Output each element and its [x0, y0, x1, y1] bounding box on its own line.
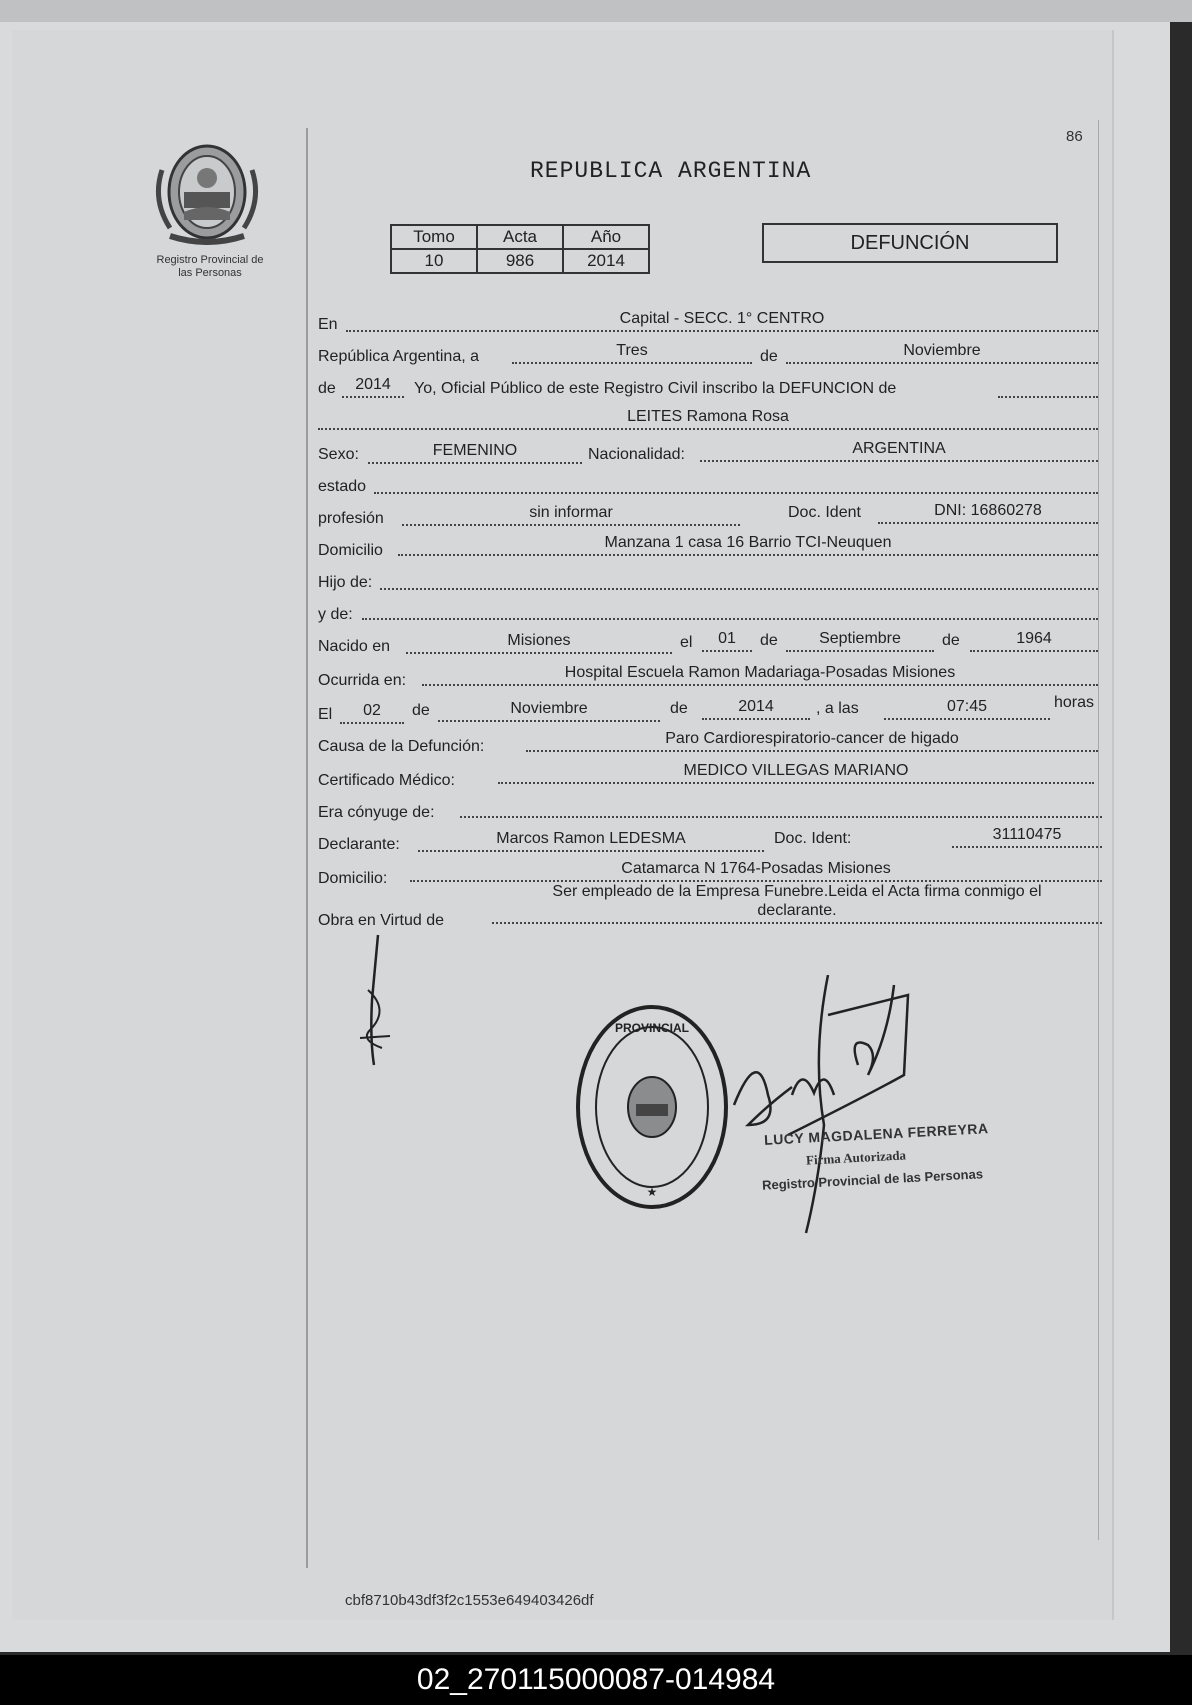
row-obra: [318, 912, 518, 936]
row-sexo: [318, 440, 1098, 470]
certificado-label: Certificado Médico:: [318, 772, 455, 789]
authority-org: Registro Provincial de las Personas: [761, 1166, 984, 1193]
el-label: el: [680, 634, 693, 651]
nacionalidad-label: Nacionalidad:: [588, 446, 685, 463]
authority-title: Firma Autorizada: [805, 1147, 907, 1168]
republica-label: República Argentina, a: [318, 348, 479, 365]
declarante-field: Marcos Ramon LEDESMA: [418, 830, 764, 852]
death-de2-label: de: [670, 700, 688, 717]
obra-line2: declarante.: [757, 902, 837, 919]
alas-label: , a las: [816, 700, 859, 717]
birth-day-field: 01: [702, 630, 752, 652]
authorized-signature: [728, 975, 958, 1235]
nacido-field: Misiones: [406, 632, 672, 654]
certificado-field: MEDICO VILLEGAS MARIANO: [498, 762, 1094, 784]
coat-of-arms-icon: [150, 140, 265, 245]
obra-line1: Ser empleado de la Empresa Funebre.Leida el Acta firma conmigo el: [552, 883, 1042, 900]
estado-field: [374, 472, 1098, 494]
year-prefix: de: [318, 380, 336, 397]
death-month-field: Noviembre: [438, 700, 660, 722]
statement-text: Yo, Oficial Público de este Registro Civil inscribo la DEFUNCION de: [414, 380, 897, 397]
scan-top-edge: [0, 0, 1192, 22]
nacido-label: Nacido en: [318, 638, 391, 655]
death-time-field: 07:45: [884, 698, 1050, 720]
row-conyuge: [318, 804, 1102, 828]
nacionalidad-field: ARGENTINA: [700, 440, 1098, 462]
svg-text:PROVINCIAL: PROVINCIAL: [614, 1021, 690, 1035]
conyuge-field: [460, 796, 1102, 818]
en-label: En: [318, 316, 338, 333]
country-title: REPUBLICA ARGENTINA: [530, 158, 812, 184]
logo-caption-line2: las Personas: [178, 267, 242, 279]
year-field: 2014: [342, 376, 404, 398]
row-year: [318, 376, 1098, 404]
sexo-label: Sexo:: [318, 446, 359, 463]
registry-header-tomo: Tomo: [391, 225, 477, 249]
row-certificado: [318, 762, 1098, 796]
file-id: 02_270115000087-014984: [416, 1663, 776, 1696]
registry-header-acta: Acta: [477, 225, 563, 249]
horas-label: horas: [1054, 694, 1095, 711]
row-profesion: [318, 502, 1098, 534]
deceased-name-field: LEITES Ramona Rosa: [318, 408, 1098, 430]
decl-domicilio-label: Domicilio:: [318, 870, 388, 887]
doc-ident-field: DNI: 16860278: [878, 502, 1098, 524]
registry-value-acta: 986: [477, 249, 563, 273]
conyuge-label: Era cónyuge de:: [318, 804, 435, 821]
birth-de1-label: de: [760, 632, 778, 649]
statement-blank: [998, 376, 1098, 398]
yde-field: [362, 598, 1098, 620]
doc-ident-label: Doc. Ident: [788, 504, 861, 521]
birth-month-field: Septiembre: [786, 630, 934, 652]
row-estado: [318, 478, 1098, 502]
svg-text:★: ★: [646, 1185, 658, 1199]
death-de1-label: de: [412, 702, 430, 719]
decl-doc-label: Doc. Ident:: [774, 830, 852, 847]
obra-field: [492, 882, 1102, 920]
row-en: [318, 310, 1098, 340]
yde-label: y de:: [318, 606, 353, 623]
birth-de2-label: de: [942, 632, 960, 649]
file-id-bar: [0, 1655, 1192, 1705]
profesion-field: sin informar: [402, 504, 740, 526]
sexo-field: FEMENINO: [368, 442, 582, 464]
domicilio-label: Domicilio: [318, 542, 383, 559]
row-causa: [318, 730, 1098, 762]
document-hash: cbf8710b43df3f2c1553e649403426df: [345, 1592, 594, 1609]
registry-table: [390, 224, 650, 274]
official-stamp: [572, 1000, 732, 1215]
row-yde: [318, 606, 1098, 630]
causa-field: Paro Cardiorespiratorio-cancer de higado: [526, 730, 1098, 752]
birth-year-field: 1964: [970, 630, 1098, 652]
El-label: El: [318, 706, 333, 723]
month-field: Noviembre: [786, 342, 1098, 364]
causa-label: Causa de la Defunción:: [318, 738, 485, 755]
row-domicilio: [318, 534, 1098, 566]
page-number: 86: [1066, 128, 1083, 145]
record-type-box: DEFUNCIÓN: [762, 223, 1058, 263]
hijo-field: [380, 568, 1098, 590]
obra-label: Obra en Virtud de: [318, 912, 445, 929]
logo-caption-line1: Registro Provincial de: [156, 254, 264, 266]
row-declarante: [318, 826, 1102, 860]
row-republica: [318, 342, 1098, 372]
registry-value-anio: 2014: [563, 249, 649, 273]
declarante-signature: [350, 930, 400, 1070]
declarante-label: Declarante:: [318, 836, 400, 853]
estado-label: estado: [318, 478, 367, 495]
de-label: de: [760, 348, 778, 365]
row-ocurrida: [318, 664, 1098, 696]
registry-value-tomo: 10: [391, 249, 477, 273]
death-day-field: 02: [340, 702, 404, 724]
decl-domicilio-field: Catamarca N 1764-Posadas Misiones: [410, 860, 1102, 882]
ocurrida-label: Ocurrida en:: [318, 672, 407, 689]
row-nacido: [318, 630, 1098, 662]
registry-header-anio: Año: [563, 225, 649, 249]
death-year-field: 2014: [702, 698, 810, 720]
hijo-label: Hijo de:: [318, 574, 373, 591]
row-death-date: [318, 694, 1098, 730]
obra-underline: [492, 922, 1102, 924]
left-margin-rule: [306, 128, 308, 1568]
day-field: Tres: [512, 342, 752, 364]
row-name: [318, 408, 1098, 438]
authority-name: LUCY MAGDALENA FERREYRA: [763, 1120, 989, 1148]
logo-caption: [130, 254, 290, 280]
row-hijo: [318, 574, 1098, 598]
profesion-label: profesión: [318, 510, 384, 527]
decl-doc-field: 31110475: [952, 826, 1102, 848]
ocurrida-field: Hospital Escuela Ramon Madariaga-Posadas Misiones: [422, 664, 1098, 686]
en-field: Capital - SECC. 1° CENTRO: [346, 310, 1098, 332]
domicilio-field: Manzana 1 casa 16 Barrio TCI-Neuquen: [398, 534, 1098, 556]
